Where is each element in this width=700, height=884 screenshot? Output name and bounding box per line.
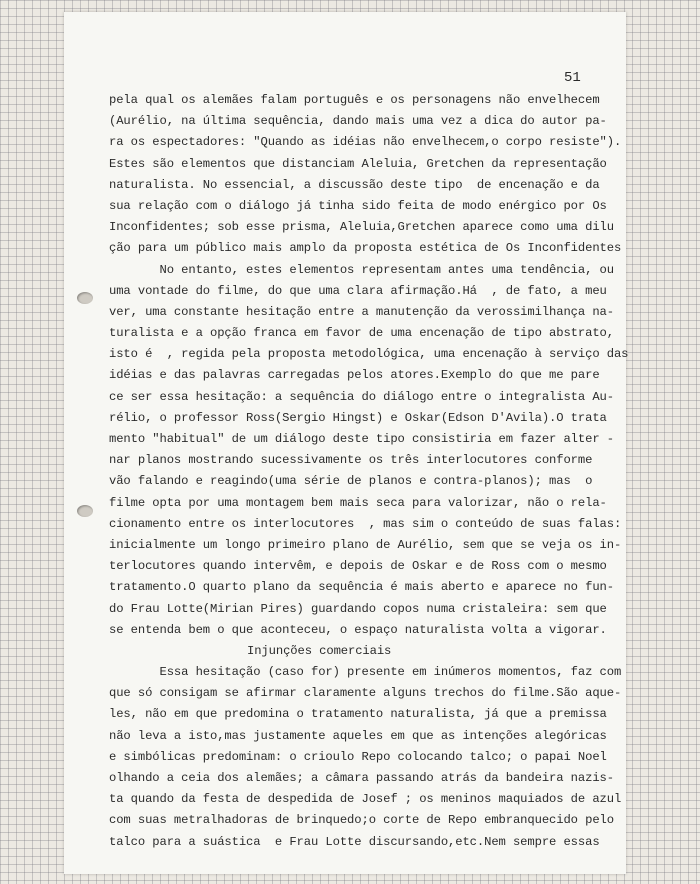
text-line: (Aurélio, na última sequência, dando mais uma vez a dica do autor pa- <box>109 114 607 129</box>
page-number: 51 <box>564 70 581 86</box>
text-line: inicialmente um longo primeiro plano de Aurélio, sem que se veja os in- <box>109 537 622 552</box>
text-line: ver, uma constante hesitação entre a manutenção da verossimilhança na- <box>109 304 614 319</box>
text-line: sua relação com o diálogo já tinha sido feita de modo enérgico por Os <box>109 198 607 213</box>
text-line: Estes são elementos que distanciam Aleluia, Gretchen da representação <box>109 156 607 171</box>
body-text <box>109 90 629 853</box>
text-line: filme opta por uma montagem bem mais seca para valorizar, não o rela- <box>109 495 607 510</box>
text-line: e simbólicas predominam: o crioulo Repo colocando talco; o papai Noel <box>109 749 607 764</box>
punch-hole-top <box>77 292 93 304</box>
text-line: Inconfidentes; sob esse prisma, Aleluia,Gretchen aparece como uma dilu <box>109 220 614 235</box>
text-line: No entanto, estes elementos representam antes uma tendência, ou <box>109 262 614 277</box>
punch-hole-bottom <box>77 505 93 517</box>
text-line: nar planos mostrando sucessivamente os três interlocutores conforme <box>109 453 593 468</box>
text-line: que só consigam se afirmar claramente alguns trechos do filme.São aque- <box>109 686 622 701</box>
text-line: isto é , regida pela proposta metodológica, uma encenação à serviço das <box>109 347 629 362</box>
text-line: do Frau Lotte(Mirian Pires) guardando copos numa cristaleira: sem que <box>109 601 607 616</box>
text-line: turalista e a opção franca em favor de uma encenação de tipo abstrato, <box>109 326 614 341</box>
text-line: mento "habitual" de um diálogo deste tipo consistiria em fazer alter - <box>109 432 614 446</box>
text-line: ce ser essa hesitação: a sequência do diálogo entre o integralista Au- <box>109 389 614 404</box>
section-heading: Injunções comerciais <box>247 643 392 658</box>
typewritten-page <box>64 12 629 874</box>
text-line: olhando a ceia dos alemães; a câmara passando atrás da bandeira nazis- <box>109 771 614 785</box>
text-line: ta quando da festa de despedida de Josef ; os meninos maquiados de azul <box>109 792 622 807</box>
text-line: naturalista. No essencial, a discussão deste tipo de encenação e da <box>109 177 600 192</box>
text-line: com suas metralhadoras de brinquedo;o corte de Repo embranquecido pelo <box>109 813 614 828</box>
text-line: não leva a isto,mas justamente aqueles em que as intenções alegóricas <box>109 728 607 743</box>
text-line: uma vontade do filme, do que uma clara afirmação.Há , de fato, a meu <box>109 283 607 298</box>
text-line: pela qual os alemães falam português e os personagens não envelhecem <box>109 93 600 107</box>
text-line: tratamento.O quarto plano da sequência é mais aberto e aparece no fun- <box>109 580 614 595</box>
text-line: talco para a suástica e Frau Lotte discursando,etc.Nem sempre essas <box>109 834 600 849</box>
text-line: rélio, o professor Ross(Sergio Hingst) e Oskar(Edson D'Avila).O trata <box>109 410 607 425</box>
text-line: Essa hesitação (caso for) presente em inúmeros momentos, faz com <box>109 665 622 680</box>
text-line: vão falando e reagindo(uma série de planos e contra-planos); mas o <box>109 474 593 489</box>
text-line: les, não em que predomina o tratamento naturalista, já que a premissa <box>109 707 607 722</box>
text-line: cionamento entre os interlocutores , mas sim o conteúdo de suas falas: <box>109 516 622 531</box>
text-line: idéias e das palavras carregadas pelos atores.Exemplo do que me pare <box>109 368 600 383</box>
text-line: terlocutores quando intervêm, e depois de Oskar e de Ross com o mesmo <box>109 559 607 574</box>
text-line: ção para um público mais amplo da proposta estética de Os Inconfidentes <box>109 241 622 256</box>
text-line: ra os espectadores: "Quando as idéias não envelhecem,o corpo resiste"). <box>109 135 622 150</box>
text-line: se entenda bem o que aconteceu, o espaço naturalista volta a vigorar. <box>109 622 607 637</box>
